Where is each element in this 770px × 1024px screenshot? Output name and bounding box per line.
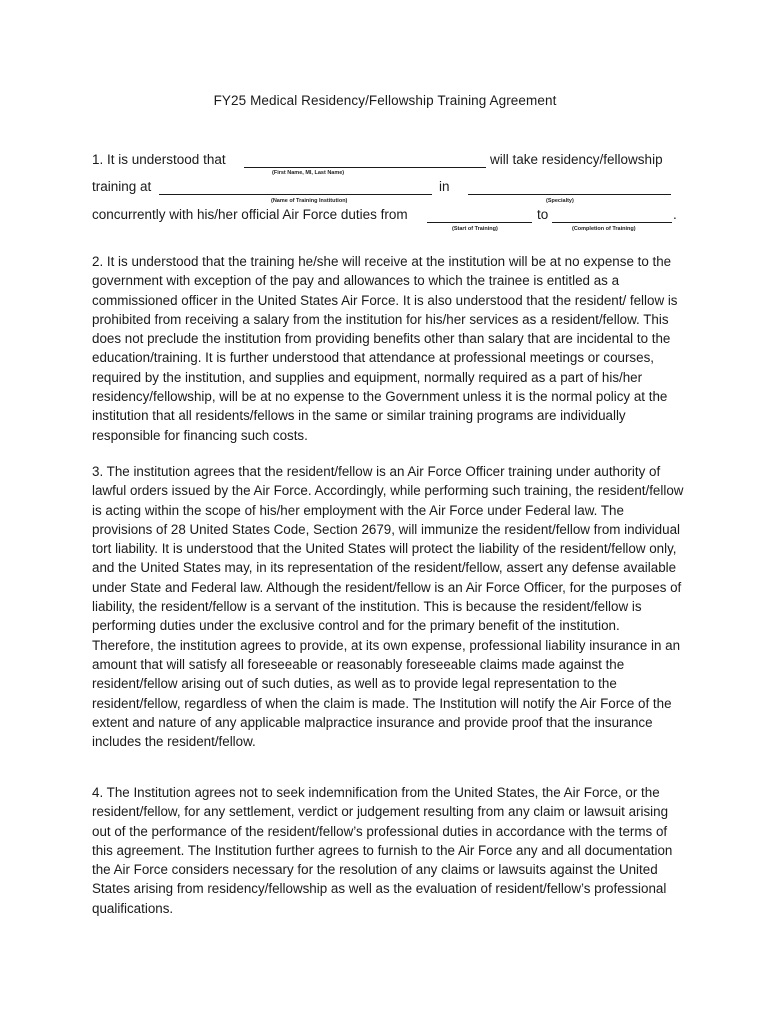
clause-1-text-f: to [537, 207, 549, 222]
clause-3: 3. The institution agrees that the resident/fellow is an Air Force Officer training under authority of lawful orders issued by the Air Force. Accordingly, while performing such training, the resident/fellow is acting within the scope of his/her employment with the Air Force under Federal law. The provisions of 28 United States Code, Section 2679, will immunize the resident/fellow from individual tort liability. It is understood that the United States will protect the liability of the resident/fellow only, and the United States may, in its representation of the resident/fellow, assert any defense available under State and Federal law. Although the resident/fellow is an Air Force Officer, for the purposes of liability, the resident/fellow is a servant of the institution. This is because the resident/fellow is performing duties under the exclusive control and for the primary benefit of the institution. Therefore, the institution agrees to provide, at its own expense, professional liability insurance in an amount that will satisfy all foreseeable or reasonably foreseeable claims made against the resident/fellow arising out of such duties, as well as to provide legal representation to the resident/fellow, regardless of when the claim is made. The Institution will notify the Air Force of the extent and nature of any applicable malpractice insurance and provide proof that the insurance includes the resident/fellow. [92, 464, 684, 750]
clause-2: 2. It is understood that the training he/she will receive at the institution will be at no expense to the government with exception of the pay and allowances to which the trainee is entitled as a commissioned officer in the United States Air Force. It is also understood that the resident/ fellow is prohibited from receiving a salary from the institution for his/her services as a resident/fellow. This does not preclude the institution from providing benefits other than salary that are incidental to the education/training. It is further understood that attendance at professional meetings or courses, required by the institution, and supplies and equipment, normally required as a part of his/her residency/fellowship, will be at no expense to the Government unless it is the normal policy at the institution that all residents/fellows in the same or similar training programs are individually responsible for financing such costs. [92, 254, 678, 443]
start-of-training-blank[interactable] [427, 222, 532, 223]
institution-blank[interactable] [159, 194, 432, 195]
start-of-training-caption: (Start of Training) [452, 226, 498, 232]
specialty-blank[interactable] [468, 194, 671, 195]
clause-1-text-g: . [673, 207, 677, 222]
clause-1-text-d: in [439, 179, 450, 194]
clause-1-text-e: concurrently with his/her official Air Force duties from [92, 207, 408, 222]
trainee-name-blank[interactable] [244, 167, 486, 168]
clause-1-text-a: 1. It is understood that [92, 152, 226, 167]
clause-1-text-b: will take residency/fellowship [490, 152, 663, 167]
completion-of-training-blank[interactable] [552, 222, 672, 223]
institution-caption: (Name of Training Institution) [271, 198, 348, 204]
trainee-name-caption: (First Name, MI, Last Name) [272, 170, 345, 176]
document-title: FY25 Medical Residency/Fellowship Training Agreement [213, 93, 557, 108]
clause-1-text-c: training at [92, 179, 152, 194]
clause-4: 4. The Institution agrees not to seek indemnification from the United States, the Air Force, or the resident/fellow, for any settlement, verdict or judgement resulting from any claim or lawsuit arising out of the performance of the resident/fellow’s professional duties in accordance with the terms of this agreement. The Institution further agrees to furnish to the Air Force any and all documentation the Air Force considers necessary for the resolution of any claims or lawsuits against the United States arising from residency/fellowship as well as the evaluation of resident/fellow’s professional qualifications. [92, 785, 673, 916]
specialty-caption: (Specialty) [546, 198, 574, 204]
completion-of-training-caption: (Completion of Training) [572, 226, 636, 232]
